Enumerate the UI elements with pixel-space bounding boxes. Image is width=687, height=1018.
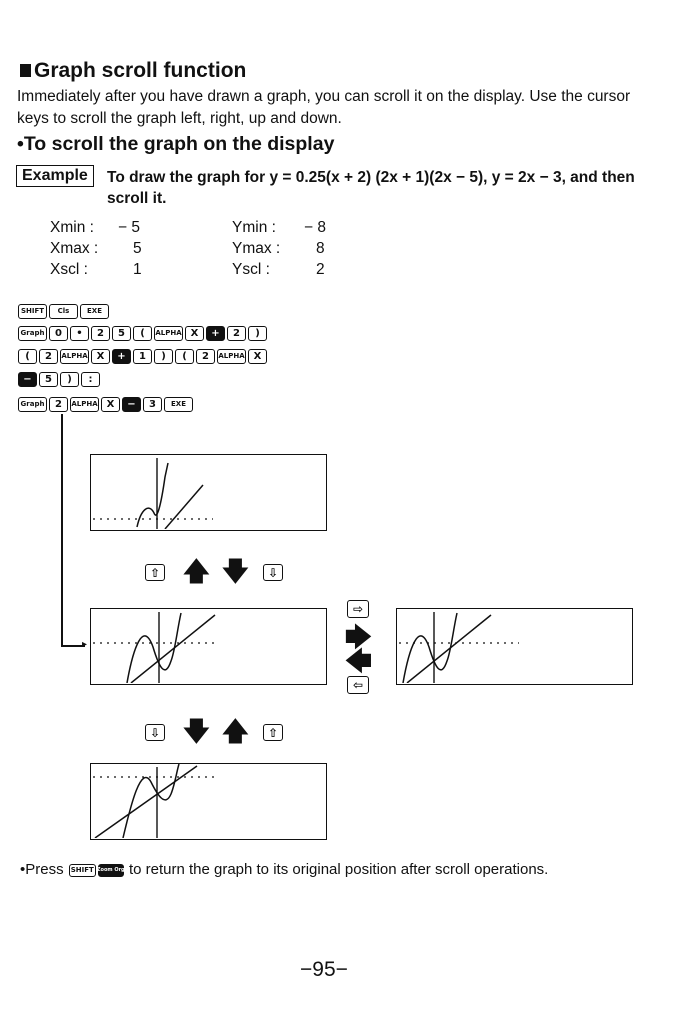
calc-key[interactable]: 0 <box>49 326 68 341</box>
cursor-down-key[interactable]: ⇩ <box>145 724 165 741</box>
note-text: •Press SHIFT Zoom Org to return the graph to its original position after scroll operations. <box>20 861 549 878</box>
ymin-value: − 8 <box>304 219 326 236</box>
bullet-square-icon <box>20 64 31 77</box>
calc-key[interactable]: ( <box>133 326 152 341</box>
yscl-value: 2 <box>316 261 325 278</box>
calc-key[interactable]: − <box>122 397 141 412</box>
xscl-value: 1 <box>133 261 142 278</box>
arrow-up-icon: 🡅 <box>222 716 249 746</box>
calc-key[interactable]: 5 <box>112 326 131 341</box>
calc-key[interactable]: 3 <box>143 397 162 412</box>
calc-key[interactable]: : <box>81 372 100 387</box>
yscl-label: Yscl : <box>232 261 270 278</box>
calc-key[interactable]: Cls <box>49 304 78 319</box>
shift-key[interactable]: SHIFT <box>69 864 96 877</box>
calc-key[interactable]: Graph <box>18 397 47 412</box>
calc-key[interactable]: ( <box>18 349 37 364</box>
xscl-label: Xscl : <box>50 261 88 278</box>
calc-key[interactable]: • <box>70 326 89 341</box>
connector-line <box>61 414 63 646</box>
calc-key[interactable]: ) <box>154 349 173 364</box>
calc-key[interactable]: 2 <box>91 326 110 341</box>
calc-key[interactable]: ALPHA <box>70 397 99 412</box>
ymax-value: 8 <box>316 240 325 257</box>
cursor-right-key[interactable]: ⇨ <box>347 600 369 618</box>
key-row-1 <box>18 303 109 320</box>
arrow-right-icon: 🡆 <box>345 622 372 652</box>
key-row-5 <box>18 396 193 413</box>
cursor-up-key[interactable]: ⇧ <box>145 564 165 581</box>
calc-key[interactable]: X <box>248 349 267 364</box>
graph-screen-original <box>90 454 327 531</box>
calc-key[interactable]: X <box>101 397 120 412</box>
key-row-3 <box>18 348 267 365</box>
calc-key[interactable]: 2 <box>49 397 68 412</box>
calc-key[interactable]: ALPHA <box>154 326 183 341</box>
calc-key[interactable]: X <box>91 349 110 364</box>
subsection-title: •To scroll the graph on the display <box>17 133 335 155</box>
calc-key[interactable]: − <box>18 372 37 387</box>
xmax-value: 5 <box>133 240 142 257</box>
calc-key[interactable]: ) <box>60 372 79 387</box>
graph-screen-center <box>90 608 327 685</box>
graph-screen-scrolled-right <box>396 608 633 685</box>
calc-key[interactable]: 1 <box>133 349 152 364</box>
calc-key[interactable]: EXE <box>80 304 109 319</box>
graph-screen-scrolled-down <box>90 763 327 840</box>
xmin-label: Xmin : <box>50 219 94 236</box>
calc-key[interactable]: 2 <box>39 349 58 364</box>
calc-key[interactable]: ) <box>248 326 267 341</box>
arrow-down-icon: 🡇 <box>222 556 249 586</box>
key-row-4 <box>18 371 100 388</box>
xmax-label: Xmax : <box>50 240 99 257</box>
arrow-down-icon: 🡇 <box>183 716 210 746</box>
page-number: −95− <box>300 958 348 981</box>
calc-key[interactable]: 5 <box>39 372 58 387</box>
connector-arrowhead-icon: ▸ <box>82 639 88 650</box>
section-title: Graph scroll function <box>20 59 246 83</box>
cursor-up-key[interactable]: ⇧ <box>263 724 283 741</box>
arrow-left-icon: 🡄 <box>345 646 372 676</box>
calc-key[interactable]: ALPHA <box>60 349 89 364</box>
zoom-org-key[interactable]: Zoom Org <box>98 864 124 877</box>
calc-key[interactable]: ( <box>175 349 194 364</box>
calc-key[interactable]: SHIFT <box>18 304 47 319</box>
example-label: Example <box>16 165 94 187</box>
arrow-up-icon: 🡅 <box>183 556 210 586</box>
calc-key[interactable]: EXE <box>164 397 193 412</box>
calc-key[interactable]: + <box>112 349 131 364</box>
ymax-label: Ymax : <box>232 240 281 257</box>
cursor-down-key[interactable]: ⇩ <box>263 564 283 581</box>
intro-paragraph: Immediately after you have drawn a graph, you can scroll it on the display. Use the cursor keys to scroll the graph left, right, up and down. <box>17 88 631 127</box>
calc-key[interactable]: + <box>206 326 225 341</box>
calc-key[interactable]: X <box>185 326 204 341</box>
example-text: To draw the graph for y = 0.25(x + 2) (2x + 1)(2x − 5), y = 2x − 3, and then scroll it. <box>107 169 635 207</box>
ymin-label: Ymin : <box>232 219 276 236</box>
key-row-2 <box>18 325 267 342</box>
calc-key[interactable]: 2 <box>196 349 215 364</box>
cursor-left-key[interactable]: ⇦ <box>347 676 369 694</box>
calc-key[interactable]: ALPHA <box>217 349 246 364</box>
xmin-value: − 5 <box>118 219 140 236</box>
calc-key[interactable]: Graph <box>18 326 47 341</box>
calc-key[interactable]: 2 <box>227 326 246 341</box>
